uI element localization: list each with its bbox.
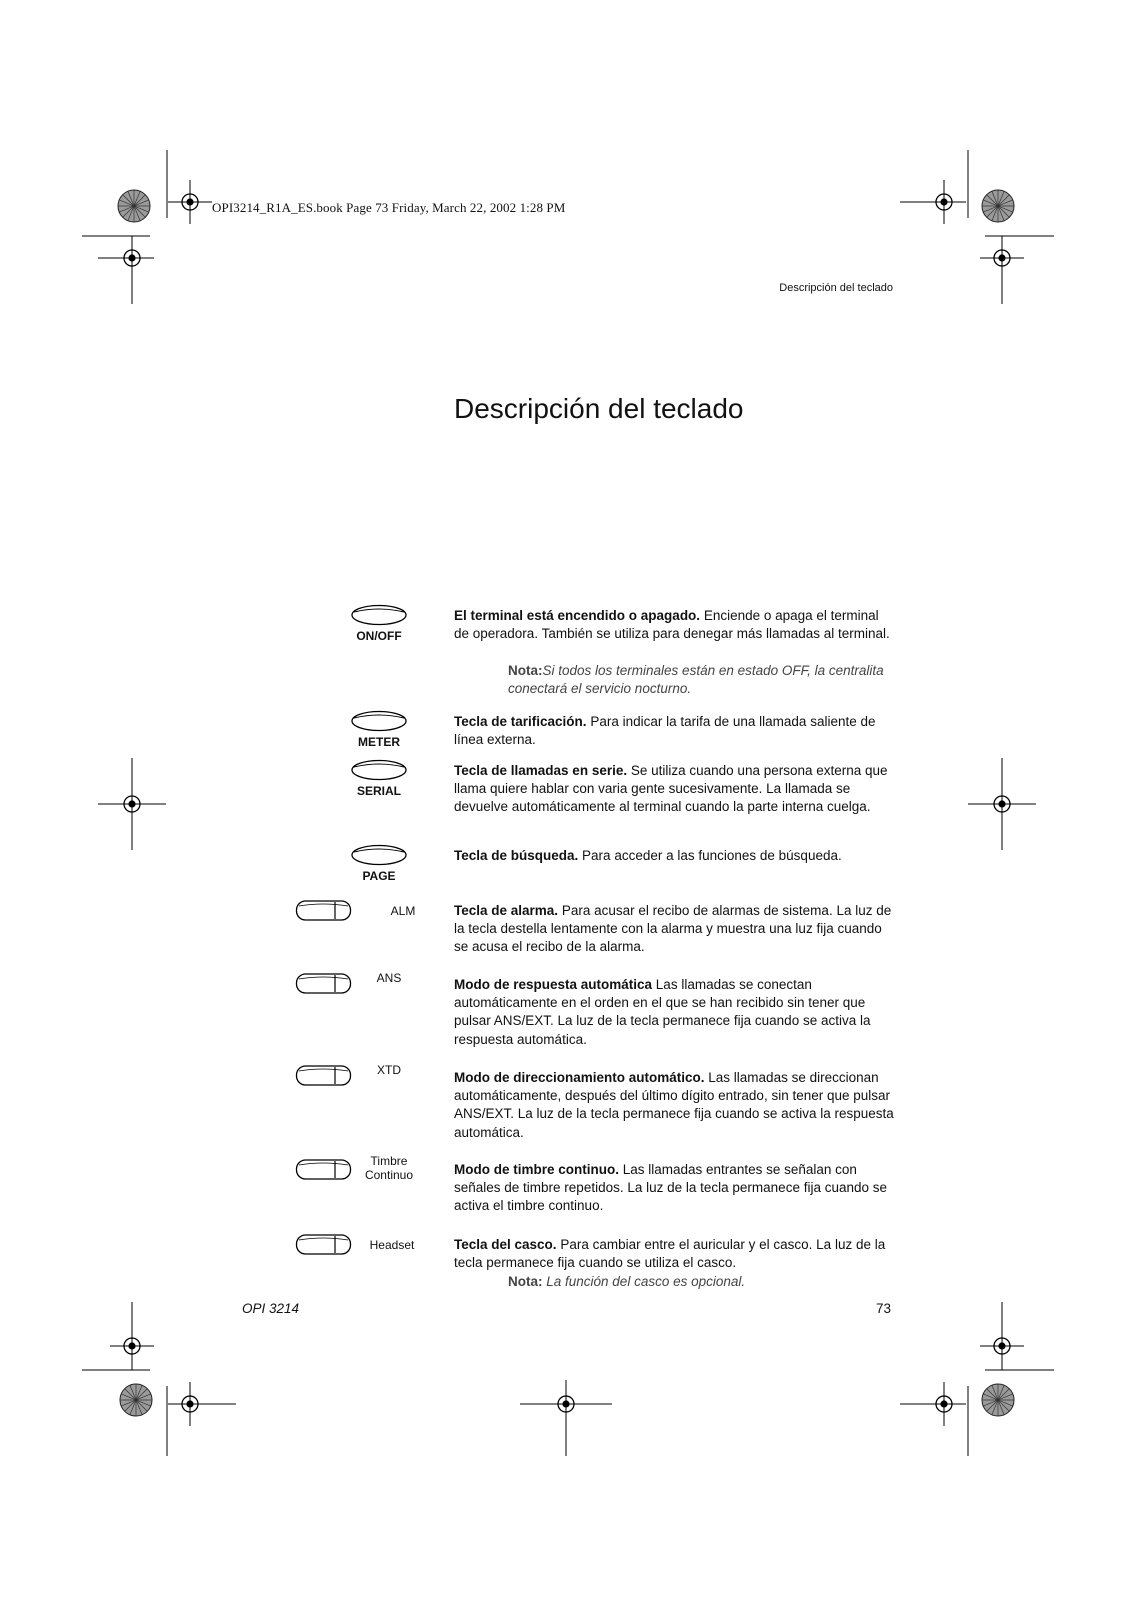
- description-headset: [454, 1236, 894, 1272]
- key-label-continuo: Continuo: [364, 1168, 414, 1182]
- on-off-key-icon: [350, 604, 408, 626]
- description-title: Tecla de tarificación.: [454, 714, 587, 729]
- key-label-alm: ALM: [390, 904, 416, 918]
- key-label-meter: METER: [358, 735, 400, 749]
- description-title: Modo de respuesta automática: [454, 977, 653, 992]
- footer-product-name: OPI 3214: [242, 1301, 300, 1316]
- meter-key-icon: [350, 710, 408, 732]
- note-label: Nota:: [508, 1274, 543, 1289]
- description-title: Tecla de llamadas en serie.: [454, 763, 628, 778]
- ans-key-icon: [295, 972, 353, 996]
- description-page: [454, 847, 894, 865]
- description-title: Modo de timbre continuo.: [454, 1162, 619, 1177]
- key-label-ans: ANS: [376, 971, 402, 985]
- key-label-headset: Headset: [369, 1238, 415, 1252]
- key-label-xtd: XTD: [377, 1063, 401, 1077]
- description-title: Tecla de alarma.: [454, 903, 559, 918]
- footer-page-number: 73: [876, 1301, 892, 1316]
- description-text: Las llamadas se direccionan automáticamente, después del último dígito entrado, sin tener que pulsar ANS/EXT. La luz de la tecla permanece fija cuando se activa la respuesta automática.: [454, 1070, 894, 1140]
- page-title: Descripción del teclado: [454, 393, 744, 424]
- note-headset: [508, 1273, 888, 1291]
- description-title: Modo de direccionamiento automático.: [454, 1070, 705, 1085]
- page-key-icon: [350, 844, 408, 866]
- note-text: La función del casco es opcional.: [542, 1274, 746, 1289]
- description-on-off: [454, 607, 894, 643]
- description-auto-answer: [454, 976, 894, 1049]
- description-text: Las llamadas se conectan automáticamente en el orden en el que se han recibido sin tener que pulsar ANS/EXT. La luz de la tecla permanece fija cuando se activa la respuesta automática.: [454, 977, 871, 1047]
- description-text: Para acceder a las funciones de búsqueda.: [578, 848, 842, 863]
- note-on-off: [508, 662, 888, 698]
- serial-key-icon: [350, 759, 408, 781]
- key-label-page: PAGE: [362, 869, 396, 883]
- description-meter: [454, 713, 894, 749]
- description-text: Las llamadas entrantes se señalan con señales de timbre repetidos. La luz de la tecla permanece fija cuando se activa el timbre continuo.: [454, 1162, 888, 1214]
- description-auto-routing: [454, 1069, 894, 1142]
- alarm-key-icon: [295, 899, 353, 923]
- xtd-key-icon: [295, 1064, 353, 1088]
- description-title: El terminal está encendido o apagado.: [454, 608, 701, 623]
- key-label-timbre: Timbre: [370, 1154, 408, 1168]
- description-text: Se utiliza cuando una persona externa que llama quiere hablar con varia gente sucesivamente. La llamada se devuelve automáticamente al terminal cuando la parte interna cuelga.: [454, 763, 888, 815]
- key-label-serial: SERIAL: [356, 784, 401, 798]
- description-text: Enciende o apaga el terminal de operadora. También se utiliza para denegar más llamadas al terminal.: [454, 608, 890, 642]
- description-title: Tecla de búsqueda.: [454, 848, 579, 863]
- description-text: Para acusar el recibo de alarmas de sistema. La luz de la tecla destella lentamente con la alarma y muestra una luz fija cuando se acusa el recibo de la alarma.: [454, 903, 892, 955]
- key-label-on-off: ON/OFF: [356, 629, 402, 643]
- headset-key-icon: [295, 1233, 353, 1257]
- description-continuous-ring: [454, 1161, 894, 1216]
- description-title: Tecla del casco.: [454, 1237, 557, 1252]
- description-alarm: [454, 902, 894, 957]
- description-text: Para indicar la tarifa de una llamada saliente de línea externa.: [454, 714, 876, 748]
- note-text: Si todos los terminales están en estado OFF, la centralita conectará el servicio nocturno.: [508, 663, 884, 697]
- continuous-ring-key-icon: [295, 1158, 353, 1182]
- note-label: Nota:: [508, 663, 543, 678]
- running-header: Descripción del teclado: [779, 282, 893, 294]
- book-file-info: OPI3214_R1A_ES.book Page 73 Friday, March 22, 2002 1:28 PM: [212, 200, 566, 215]
- description-text: Para cambiar entre el auricular y el casco. La luz de la tecla permanece fija cuando se utiliza el casco.: [454, 1237, 886, 1271]
- key-label-timbre-continuo: [358, 1154, 420, 1182]
- description-serial: [454, 762, 894, 817]
